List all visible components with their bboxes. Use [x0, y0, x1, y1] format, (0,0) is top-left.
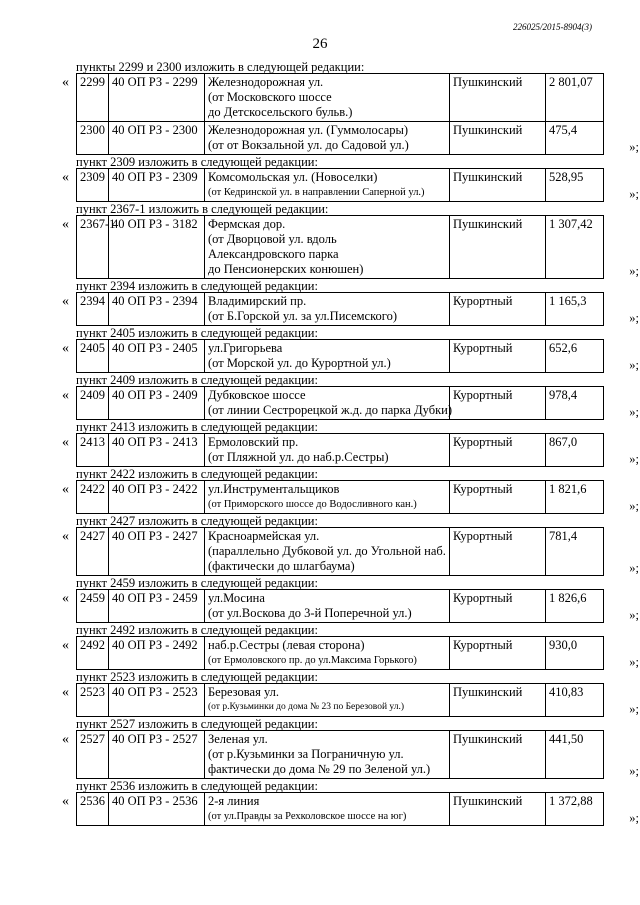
item-number-cell: 2536 [76, 792, 109, 826]
road-code-cell: 40 ОП РЗ - 2523 [108, 683, 205, 717]
open-quote: « [62, 529, 69, 544]
road-name-line: (от Московского шоссе [208, 90, 332, 104]
open-quote: « [62, 388, 69, 403]
amendment-group [0, 60, 640, 155]
open-quote: « [62, 435, 69, 450]
road-name-line: (фактически до шлагбаума) [208, 559, 355, 573]
district-cell: Пушкинский [449, 792, 546, 826]
length-cell: 652,6 [545, 339, 604, 373]
item-number-cell: 2367-1 [76, 215, 109, 279]
road-name-cell [204, 121, 450, 155]
close-quote: »; [629, 655, 639, 669]
road-name-line: (параллельно Дубковой ул. до Угольной наб. [208, 544, 446, 558]
amendment-group [0, 670, 640, 717]
road-name-line: (от Пляжной ул. до наб.р.Сестры) [208, 450, 389, 464]
document-number: 226025/2015-8904(3) [513, 22, 592, 32]
close-quote: »; [629, 452, 639, 466]
amendment-intro: пункт 2309 изложить в следующей редакции: [76, 155, 318, 169]
open-quote: « [62, 170, 69, 185]
item-number-cell: 2413 [76, 433, 109, 467]
open-quote: « [62, 217, 69, 232]
district-cell: Курортный [449, 527, 546, 576]
amendment-intro: пункты 2299 и 2300 изложить в следующей редакции: [76, 60, 365, 74]
table-row [62, 481, 639, 514]
road-name-line: Ермоловский пр. [208, 435, 299, 449]
amendment-intro: пункт 2536 изложить в следующей редакции: [76, 779, 318, 793]
road-name-cell [204, 168, 450, 202]
district-cell: Курортный [449, 386, 546, 420]
amendment-intro: пункт 2459 изложить в следующей редакции: [76, 576, 318, 590]
item-number-cell: 2405 [76, 339, 109, 373]
table-row [62, 74, 607, 122]
amendment-group [0, 326, 640, 373]
item-number-cell: 2422 [76, 480, 109, 514]
road-name-cell [204, 480, 450, 514]
road-name-line: ул.Григорьева [208, 341, 283, 355]
open-quote: « [62, 75, 69, 90]
length-cell: 930,0 [545, 636, 604, 670]
district-cell: Пушкинский [449, 683, 546, 717]
page-number: 26 [312, 36, 328, 52]
close-quote: »; [629, 264, 639, 278]
road-name-cell [204, 792, 450, 826]
district-cell: Пушкинский [449, 168, 546, 202]
table-row [62, 637, 639, 670]
road-name-line: (от линии Сестрорецкой ж.д. до парка Дубки) [208, 403, 453, 417]
amendment-intro: пункт 2523 изложить в следующей редакции: [76, 670, 318, 684]
item-number-cell: 2300 [76, 121, 109, 155]
item-number-cell: 2459 [76, 589, 109, 623]
close-quote: »; [629, 811, 639, 825]
close-quote: »; [629, 561, 639, 575]
item-number-cell: 2299 [76, 73, 109, 122]
amendment-intro: пункт 2527 изложить в следующей редакции: [76, 717, 318, 731]
open-quote: « [62, 482, 69, 497]
close-quote: »; [629, 140, 639, 154]
table-row [62, 387, 639, 420]
item-number-cell: 2309 [76, 168, 109, 202]
amendment-group [0, 155, 640, 202]
road-name-cell [204, 527, 450, 576]
road-name-line: ул.Инструментальщиков [208, 482, 340, 496]
table-row [62, 590, 639, 623]
road-code-cell: 40 ОП РЗ - 2413 [108, 433, 205, 467]
road-code-cell: 40 ОП РЗ - 2492 [108, 636, 205, 670]
district-cell: Курортный [449, 480, 546, 514]
road-name-line: 2-я линия [208, 794, 260, 808]
close-quote: »; [629, 702, 639, 716]
road-name-line: до Детскосельского бульв.) [208, 105, 353, 119]
district-cell: Курортный [449, 636, 546, 670]
length-cell: 1 307,42 [545, 215, 604, 279]
amendment-group [0, 373, 640, 420]
open-quote: « [62, 341, 69, 356]
amendment-group [0, 623, 640, 670]
road-name-cell [204, 215, 450, 279]
length-cell: 978,4 [545, 386, 604, 420]
district-cell: Пушкинский [449, 730, 546, 779]
length-cell: 1 821,6 [545, 480, 604, 514]
amendment-intro: пункт 2409 изложить в следующей редакции: [76, 373, 318, 387]
road-name-line: (от Ермоловского пр. до ул.Максима Горького) [208, 655, 417, 666]
road-name-line: (от р.Кузьминки за Пограничную ул. [208, 747, 404, 761]
road-name-line: Фермская дор. [208, 217, 286, 231]
table-row [62, 340, 639, 373]
road-name-line: до Пенсионерских конюшен) [208, 262, 364, 276]
road-name-line: Красноармейская ул. [208, 529, 320, 543]
road-name-line: (от ул.Правды за Рехколовское шоссе на юг) [208, 811, 407, 822]
road-code-cell: 40 ОП РЗ - 2536 [108, 792, 205, 826]
road-name-line: Железнодорожная ул. (Гуммолосары) [208, 123, 409, 137]
road-name-line: (от ул.Воскова до 3-й Поперечной ул.) [208, 606, 412, 620]
district-cell: Курортный [449, 339, 546, 373]
district-cell: Курортный [449, 433, 546, 467]
amendment-group [0, 779, 640, 826]
road-name-cell [204, 433, 450, 467]
amendment-intro: пункт 2492 изложить в следующей редакции: [76, 623, 318, 637]
close-quote: »; [629, 311, 639, 325]
road-name-line: Комсомольская ул. (Новоселки) [208, 170, 378, 184]
district-cell: Курортный [449, 292, 546, 326]
district-cell: Пушкинский [449, 73, 546, 122]
item-number-cell: 2492 [76, 636, 109, 670]
road-code-cell: 40 ОП РЗ - 2427 [108, 527, 205, 576]
open-quote: « [62, 591, 69, 606]
amendment-intro: пункт 2422 изложить в следующей редакции: [76, 467, 318, 481]
close-quote: »; [629, 608, 639, 622]
table-row [62, 169, 639, 202]
amendment-group [0, 279, 640, 326]
road-name-line: Александровского парка [208, 247, 339, 261]
road-code-cell: 40 ОП РЗ - 2299 [108, 73, 205, 122]
close-quote: »; [629, 499, 639, 513]
district-cell: Курортный [449, 589, 546, 623]
road-code-cell: 40 ОП РЗ - 2459 [108, 589, 205, 623]
amendments-list [0, 60, 640, 826]
item-number-cell: 2427 [76, 527, 109, 576]
road-name-line: (от Морской ул. до Курортной ул.) [208, 356, 391, 370]
length-cell: 475,4 [545, 121, 604, 155]
amendment-group [0, 576, 640, 623]
length-cell: 1 165,3 [545, 292, 604, 326]
table-row [62, 528, 639, 576]
item-number-cell: 2394 [76, 292, 109, 326]
length-cell: 1 372,88 [545, 792, 604, 826]
road-name-cell [204, 73, 450, 122]
road-name-line: (от Б.Горской ул. за ул.Писемского) [208, 309, 398, 323]
length-cell: 2 801,07 [545, 73, 604, 122]
length-cell: 867,0 [545, 433, 604, 467]
item-number-cell: 2527 [76, 730, 109, 779]
road-name-cell [204, 339, 450, 373]
open-quote: « [62, 685, 69, 700]
open-quote: « [62, 294, 69, 309]
road-code-cell: 40 ОП РЗ - 2405 [108, 339, 205, 373]
length-cell: 1 826,6 [545, 589, 604, 623]
amendment-group [0, 717, 640, 779]
road-name-line: наб.р.Сестры (левая сторона) [208, 638, 365, 652]
road-code-cell: 40 ОП РЗ - 2300 [108, 121, 205, 155]
road-name-line: Зеленая ул. [208, 732, 268, 746]
item-number-cell: 2523 [76, 683, 109, 717]
table-row [62, 793, 639, 826]
amendment-intro: пункт 2394 изложить в следующей редакции: [76, 279, 318, 293]
road-name-cell [204, 683, 450, 717]
road-code-cell: 40 ОП РЗ - 2527 [108, 730, 205, 779]
amendment-group [0, 467, 640, 514]
amendment-intro: пункт 2405 изложить в следующей редакции: [76, 326, 318, 340]
road-code-cell: 40 ОП РЗ - 2309 [108, 168, 205, 202]
open-quote: « [62, 638, 69, 653]
road-code-cell: 40 ОП РЗ - 3182 [108, 215, 205, 279]
open-quote: « [62, 794, 69, 809]
close-quote: »; [629, 187, 639, 201]
road-name-line: Железнодорожная ул. [208, 75, 324, 89]
amendment-group [0, 420, 640, 467]
open-quote: « [62, 732, 69, 747]
amendment-group [0, 514, 640, 576]
length-cell: 781,4 [545, 527, 604, 576]
close-quote: »; [629, 405, 639, 419]
road-name-line: Дубковское шоссе [208, 388, 306, 402]
table-row [76, 122, 639, 155]
road-code-cell: 40 ОП РЗ - 2409 [108, 386, 205, 420]
close-quote: »; [629, 764, 639, 778]
length-cell: 528,95 [545, 168, 604, 202]
amendment-group [0, 202, 640, 279]
amendment-intro: пункт 2413 изложить в следующей редакции: [76, 420, 318, 434]
road-name-line: ул.Мосина [208, 591, 265, 605]
table-row [62, 293, 639, 326]
road-name-line: (от от Вокзальной ул. до Садовой ул.) [208, 138, 409, 152]
road-name-line: (от р.Кузьминки до дома № 23 по Березовой ул.) [208, 702, 405, 712]
road-name-cell [204, 730, 450, 779]
road-name-cell [204, 589, 450, 623]
road-name-line: Владимирский пр. [208, 294, 307, 308]
road-name-cell [204, 386, 453, 420]
road-name-line: (от Дворцовой ул. вдоль [208, 232, 337, 246]
road-name-line: Березовая ул. [208, 685, 280, 699]
length-cell: 410,83 [545, 683, 604, 717]
road-name-line: фактически до дома № 29 по Зеленой ул.) [208, 762, 431, 776]
item-number-cell: 2409 [76, 386, 109, 420]
table-row [62, 216, 639, 279]
amendment-intro: пункт 2367-1 изложить в следующей редакции: [76, 202, 329, 216]
road-code-cell: 40 ОП РЗ - 2422 [108, 480, 205, 514]
table-row [62, 684, 639, 717]
district-cell: Пушкинский [449, 215, 546, 279]
length-cell: 441,50 [545, 730, 604, 779]
road-name-line: (от Кедринской ул. в направлении Саперной ул.) [208, 187, 425, 198]
district-cell: Пушкинский [449, 121, 546, 155]
road-name-cell [204, 292, 450, 326]
table-row [62, 434, 639, 467]
amendment-intro: пункт 2427 изложить в следующей редакции: [76, 514, 318, 528]
close-quote: »; [629, 358, 639, 372]
road-name-cell [204, 636, 450, 670]
road-name-line: (от Приморского шоссе до Водосливного кан.) [208, 499, 417, 510]
road-code-cell: 40 ОП РЗ - 2394 [108, 292, 205, 326]
table-row [62, 731, 639, 779]
